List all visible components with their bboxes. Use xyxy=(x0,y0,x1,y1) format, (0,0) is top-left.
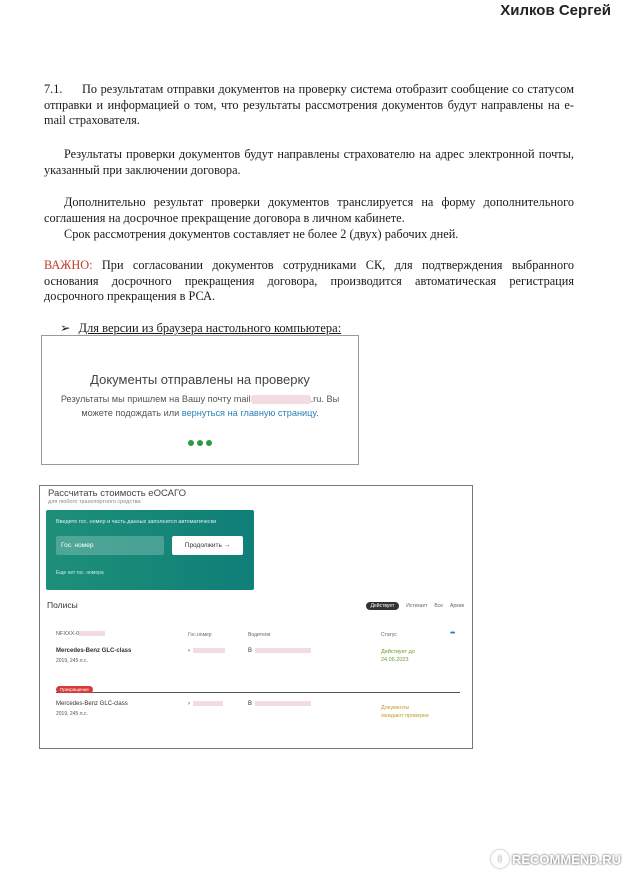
paragraph-results: Результаты проверки документов будут направлены страхователю на адрес электронной почты, указанный при заключении договора. xyxy=(44,147,574,177)
paragraph-additional: Дополнительно результат проверки документов транслируется на форму дополнительного соглашения на досрочное прекращение договора в личном кабинете. xyxy=(44,195,574,225)
author-name: Хилков Сергей xyxy=(500,2,611,19)
paragraph-term: Срок рассмотрения документов составляет не более 2 (двух) рабочих дней. xyxy=(64,227,459,241)
watermark: i RECOMMEND.RU xyxy=(491,850,621,868)
paragraph-number: 7.1. xyxy=(44,82,63,96)
row-divider xyxy=(56,692,460,693)
row2-status: Документы ожидают проверки xyxy=(381,705,429,719)
paragraph-7-1: 7.1. По результатам отправки документов на проверку система отобразит сообщение со статусом отправки и информацией о том, что результаты рассмотрения документов будут направлены на e-mail страхователя. xyxy=(44,82,574,127)
important-label: ВАЖНО: xyxy=(44,258,93,272)
row2-reg: › xyxy=(188,701,223,707)
calc-panel xyxy=(46,510,254,590)
column-reg-number: Гос.номер xyxy=(188,632,212,638)
filter-active[interactable]: Действует xyxy=(366,602,400,610)
blurred-email xyxy=(251,395,311,404)
policy-filters xyxy=(366,602,464,610)
return-home-link[interactable]: вернуться на главную страницу xyxy=(181,408,317,418)
filter-all[interactable]: Все xyxy=(434,603,443,609)
column-drivers: Водители xyxy=(248,632,271,638)
loading-dots-icon xyxy=(42,440,358,446)
row1-car-details: 2019, 245 л.с. xyxy=(56,658,88,664)
calc-title: Рассчитать стоимость еОСАГО xyxy=(48,488,186,499)
eosago-screenshot xyxy=(39,485,473,749)
documents-sent-text: Результаты мы пришлем на Вашу почту mail .ru. Вы можете подождать или вернуться на главную страницу. xyxy=(60,394,340,418)
calc-subtitle: для любого транспортного средства xyxy=(48,499,141,505)
plate-number-input[interactable]: Гос. номер xyxy=(56,536,164,555)
desktop-version-bullet: ➢ Для версии из браузера настольного компьютера: xyxy=(60,321,342,335)
policies-heading: Полисы xyxy=(47,600,78,610)
termination-badge: Прекращение xyxy=(56,686,93,693)
row2-car-details: 2019, 245 л.с. xyxy=(56,711,88,717)
documents-sent-title: Документы отправлены на проверку xyxy=(90,372,310,387)
row2-drivers: В xyxy=(248,701,311,707)
filter-archive[interactable]: Архив xyxy=(449,603,464,609)
arrow-bullet-icon: ➢ xyxy=(60,321,71,335)
continue-button[interactable]: Продолжить → xyxy=(172,536,243,555)
column-status: Статус xyxy=(381,632,397,638)
calc-hint: Введите гос. номер и часть данных заполнится автоматически xyxy=(56,519,217,525)
row2-car[interactable]: Mercedes-Benz GLC-class xyxy=(56,701,128,707)
row1-status: Действует до 24.06.2023 xyxy=(381,649,415,663)
filter-expiring[interactable]: Истекает xyxy=(406,603,428,609)
policy-number: NFXXX-0 xyxy=(56,631,105,637)
recommend-logo-icon: i xyxy=(491,850,509,868)
row1-reg: › xyxy=(188,648,225,654)
paragraph-important: ВАЖНО: При согласовании документов сотрудниками СК, для подтверждения выбранного основания досрочного прекращения договора, производится автоматическая регистрация досрочного прекращения в РСА. xyxy=(44,258,574,303)
no-plate-link[interactable]: Еще нет гос. номера xyxy=(56,570,104,576)
row1-drivers: В xyxy=(248,648,311,654)
documents-sent-card xyxy=(41,335,359,465)
more-menu-icon[interactable]: ••• xyxy=(450,630,455,637)
row1-car[interactable]: Mercedes-Benz GLC-class xyxy=(56,648,132,654)
